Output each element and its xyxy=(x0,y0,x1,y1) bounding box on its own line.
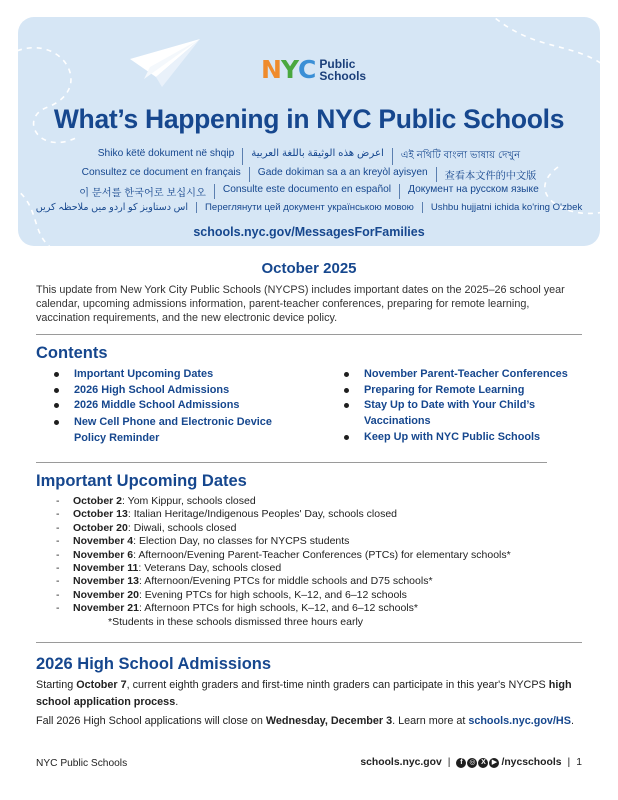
text-run: . Learn more at xyxy=(392,715,469,727)
date-label: November 4 xyxy=(73,535,134,548)
bold-text: high school application process xyxy=(36,679,572,708)
divider xyxy=(36,642,582,643)
language-link[interactable]: Gade dokiman sa a an kreyòl ayisyen xyxy=(249,167,436,182)
date-description: : Veterans Day, schools closed xyxy=(138,562,282,575)
date-description: : Afternoon/Evening PTCs for middle schools and D75 schools* xyxy=(138,575,433,588)
contents-heading: Contents xyxy=(36,344,108,362)
date-item xyxy=(56,535,511,548)
header-banner xyxy=(18,17,600,246)
date-item xyxy=(56,549,511,562)
language-link[interactable]: 查看本文件的中文版 xyxy=(436,167,545,182)
date-description: : Evening PTCs for high schools, K–12, and 6–12 schools xyxy=(138,588,407,601)
intro-paragraph: This update from New York City Public Schools (NYCPS) includes important dates on the 2025–26 school year calendar, upcoming admissions information, parent-teacher conferences, preparing for remote learning, vaccination requirements, and the new electronic device policy. xyxy=(36,284,565,324)
language-row-4 xyxy=(18,202,600,213)
dates-footnote: *Students in these schools dismissed three hours early xyxy=(108,616,364,628)
text-run: . xyxy=(175,696,179,708)
date-description: : Afternoon/Evening Parent-Teacher Conferences (PTCs) for elementary schools* xyxy=(133,548,511,561)
logo-line-1: Public xyxy=(319,57,356,71)
date-label: October 2 xyxy=(73,495,123,507)
toc-link[interactable]: Stay Up to Date with Your Child’s Vaccinations xyxy=(344,398,594,429)
bold-text: Wednesday, December 3 xyxy=(265,715,393,727)
date-description: : Diwali, schools closed xyxy=(127,521,237,534)
language-link[interactable]: Consultez ce document en français xyxy=(81,167,241,178)
date-description: : Italian Heritage/Indigenous Peoples' Day, schools closed xyxy=(127,508,397,521)
date-label: November 13 xyxy=(73,575,139,588)
logo-letter-c: C xyxy=(298,55,316,84)
issue-month: October 2025 xyxy=(261,260,357,277)
logo-letter-n: N xyxy=(261,55,281,84)
toc-link[interactable]: New Cell Phone and Electronic Device Policy Reminder xyxy=(54,415,304,446)
toc-link[interactable]: November Parent-Teacher Conferences xyxy=(344,367,594,383)
toc-link[interactable]: 2026 High School Admissions xyxy=(54,383,304,399)
logo-mark xyxy=(261,57,315,83)
date-item xyxy=(56,602,511,615)
footer-org-name: NYC Public Schools xyxy=(36,758,128,769)
logo-letter-y: Y xyxy=(280,55,299,84)
date-description: : Afternoon PTCs for high schools, K–12, and 6–12 schools* xyxy=(138,602,418,615)
language-link[interactable]: এই নথিটি বাংলা ভাষায় দেখুন xyxy=(392,148,528,165)
logo-line-2: Schools xyxy=(319,69,367,83)
page-number: 1 xyxy=(576,757,582,768)
language-link[interactable]: Consulte este documento en español xyxy=(214,184,399,199)
date-description: : Yom Kippur, schools closed xyxy=(122,495,256,507)
x-icon[interactable]: X xyxy=(478,758,488,768)
text-run: . xyxy=(570,715,574,727)
hs-admissions-paragraph-2 xyxy=(36,713,584,730)
instagram-icon[interactable]: ◎ xyxy=(469,758,476,766)
messages-for-families-link[interactable]: schools.nyc.gov/MessagesForFamilies xyxy=(193,225,425,239)
date-label: November 11 xyxy=(73,562,139,575)
hs-admissions-heading: 2026 High School Admissions xyxy=(36,655,272,673)
date-item xyxy=(56,508,511,521)
footer-social-handle[interactable]: /nycschools xyxy=(501,757,562,768)
date-item xyxy=(56,495,511,508)
hs-admissions-paragraph-1 xyxy=(36,677,584,711)
divider xyxy=(36,334,582,335)
language-row-3 xyxy=(18,184,600,199)
date-item xyxy=(56,575,511,588)
date-description: : Election Day, no classes for NYCPS students xyxy=(133,535,350,548)
footer-site-link[interactable]: schools.nyc.gov xyxy=(360,757,442,768)
toc-link[interactable]: Important Upcoming Dates xyxy=(54,367,304,383)
contents-list-left xyxy=(54,367,304,447)
date-label: October 13 xyxy=(73,508,128,521)
contents-list-right xyxy=(344,367,594,446)
paper-plane-icon xyxy=(130,39,200,87)
text-run: , current eighth graders and first-time ninth graders can participate in this year's NYCPS xyxy=(126,679,549,691)
date-label: November 20 xyxy=(73,588,139,601)
divider xyxy=(36,462,547,463)
footer-separator: | xyxy=(567,757,571,768)
language-link[interactable]: Shiko këtë dokument në shqip xyxy=(97,148,235,159)
important-dates-heading: Important Upcoming Dates xyxy=(36,472,247,490)
language-link[interactable]: Ushbu hujjatni ichida ko'ring O'zbek xyxy=(422,202,590,213)
toc-link[interactable]: 2026 Middle School Admissions xyxy=(54,398,304,414)
language-link[interactable]: Документ на русском языке xyxy=(399,184,547,199)
page-title: What’s Happening in NYC Public Schools xyxy=(53,104,565,134)
date-item xyxy=(56,522,511,535)
language-link[interactable]: 이 문서를 한국어로 보십시오 xyxy=(79,188,206,199)
footer-right xyxy=(360,757,582,768)
date-label: November 6 xyxy=(73,548,134,561)
facebook-icon[interactable]: f xyxy=(456,758,466,768)
date-label: November 21 xyxy=(73,602,139,615)
toc-link[interactable]: Keep Up with NYC Public Schools xyxy=(344,430,594,446)
text-run: Fall 2026 High School applications will close on xyxy=(36,715,266,727)
footer-separator: | xyxy=(447,757,451,768)
language-link[interactable]: اعرض هذه الوثيقة باللغة العربية xyxy=(242,148,392,165)
date-item xyxy=(56,589,511,602)
youtube-icon[interactable]: ▶ xyxy=(489,758,499,768)
logo-wordmark xyxy=(319,58,366,82)
date-item xyxy=(56,562,511,575)
nyc-public-schools-logo xyxy=(261,57,366,83)
language-row-2 xyxy=(18,167,600,182)
text-run: Starting xyxy=(36,679,77,691)
bold-text: October 7 xyxy=(76,679,127,691)
date-label: October 20 xyxy=(73,521,128,534)
social-icons xyxy=(456,758,499,768)
important-dates-list xyxy=(56,495,511,616)
language-row-1 xyxy=(18,148,600,165)
toc-link[interactable]: Preparing for Remote Learning xyxy=(344,383,594,399)
hs-admissions-link[interactable]: schools.nyc.gov/HS xyxy=(468,715,571,727)
language-link[interactable]: اس دستاویز کو اردو میں ملاحظہ کریں xyxy=(35,202,189,213)
language-link[interactable]: Переглянути цей документ українською мовою xyxy=(196,202,422,213)
